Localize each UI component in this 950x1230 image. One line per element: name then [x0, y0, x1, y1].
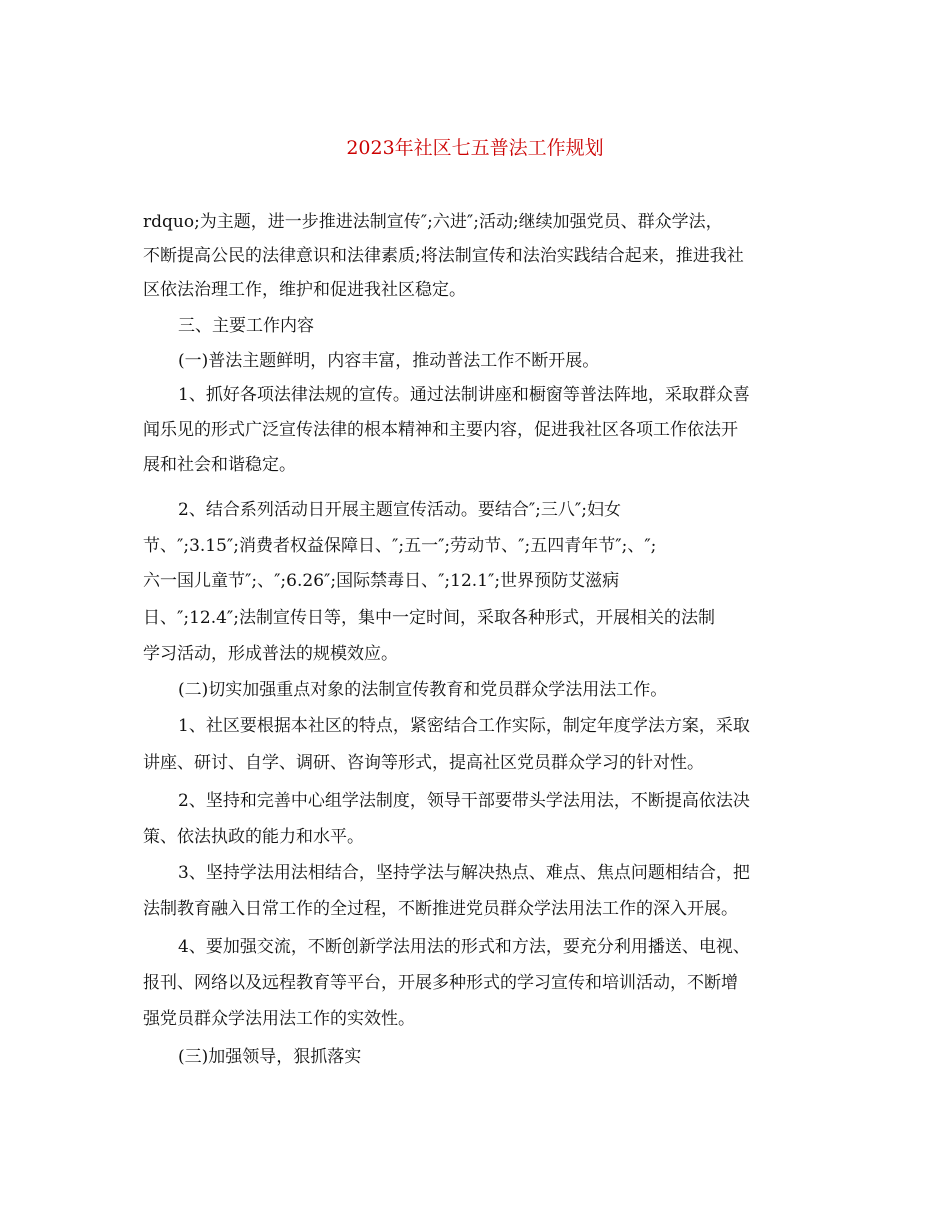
text-line: 不断提高公民的法律意识和法律素质;将法制宣传和法治实践结合起来，推进我社: [143, 246, 744, 266]
text-line: 策、依法执政的能力和水平。: [143, 827, 364, 847]
text-line: rdquo;为主题，进一步推进法制宣传″;六进″;活动;继续加强党员、群众学法，: [143, 212, 723, 232]
text-line: 强党员群众学法用法工作的实效性。: [143, 1009, 415, 1029]
text-line: 3、坚持学法用法相结合，坚持学法与解决热点、难点、焦点问题相结合，把: [178, 863, 750, 883]
text-line: 六一国儿童节″;、″;6.26″;国际禁毒日、″;12.1″;世界预防艾滋病: [143, 571, 620, 591]
text-line: 2、结合系列活动日开展主题宣传活动。要结合″;三八″;妇女: [178, 500, 621, 520]
text-line: 学习活动，形成普法的规模效应。: [143, 644, 398, 664]
subsection-heading: (二)切实加强重点对象的法制宣传教育和党员群众学法用法工作。: [178, 680, 668, 700]
text-line: 讲座、研讨、自学、调研、咨询等形式，提高社区党员群众学习的针对性。: [143, 753, 704, 773]
text-line: 1、社区要根据本社区的特点，紧密结合工作实际，制定年度学法方案，采取: [178, 716, 750, 736]
text-line: 日、″;12.4″;法制宣传日等，集中一定时间，采取各种形式，开展相关的法制: [143, 608, 716, 628]
text-line: 报刊、网络以及远程教育等平台，开展多种形式的学习宣传和培训活动，不断增: [143, 973, 738, 993]
text-line: 2、坚持和完善中心组学法制度，领导干部要带头学法用法，不断提高依法决: [178, 791, 750, 811]
subsection-heading: (三)加强领导，狠抓落实: [178, 1047, 362, 1067]
text-line: 法制教育融入日常工作的全过程，不断推进党员群众学法用法工作的深入开展。: [143, 899, 738, 919]
text-line: 1、抓好各项法律法规的宣传。通过法制讲座和橱窗等普法阵地，采取群众喜: [178, 385, 750, 405]
text-line: 区依法治理工作，维护和促进我社区稳定。: [143, 280, 466, 300]
text-line: 展和社会和谐稳定。: [143, 455, 296, 475]
subsection-heading: (一)普法主题鲜明，内容丰富，推动普法工作不断开展。: [178, 351, 600, 371]
text-line: 节、″;3.15″;消费者权益保障日、″;五一″;劳动节、″;五四青年节″;、″;: [143, 536, 657, 556]
text-line: 4、要加强交流，不断创新学法用法的形式和方法，要充分利用播送、电视、: [178, 937, 750, 957]
section-heading: 三、主要工作内容: [178, 316, 314, 336]
document-title: 2023年社区七五普法工作规划: [346, 137, 604, 159]
text-line: 闻乐见的形式广泛宣传法律的根本精神和主要内容，促进我社区各项工作依法开: [143, 420, 738, 440]
